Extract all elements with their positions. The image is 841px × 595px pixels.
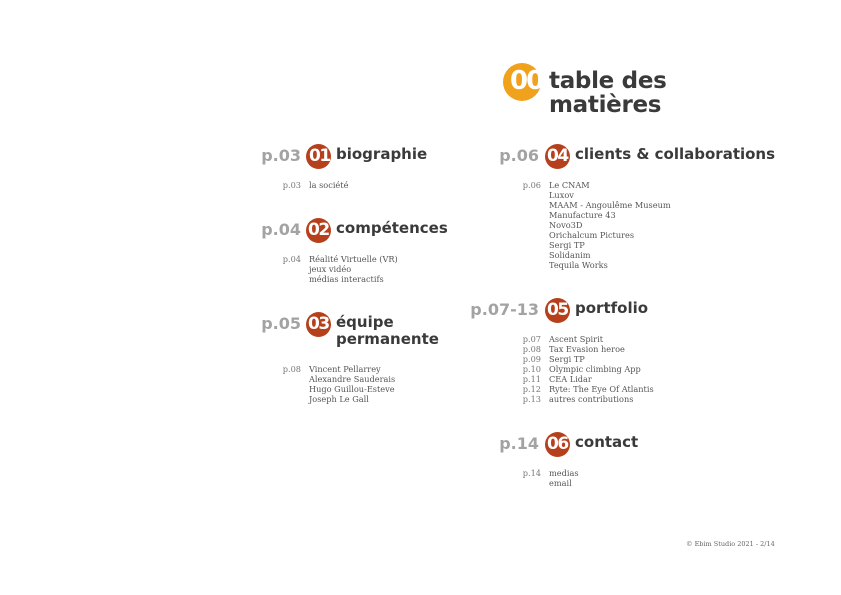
entry-label: Ryte: The Eye Of Atlantis xyxy=(549,384,654,394)
section-title xyxy=(336,314,439,348)
section-06-heading[interactable] xyxy=(470,432,790,458)
section-02-entries xyxy=(271,254,471,284)
page-title xyxy=(549,69,667,117)
section-title: clients & collaborations xyxy=(575,145,776,163)
section-title: compétences xyxy=(336,219,448,237)
section-03-heading[interactable] xyxy=(250,312,450,352)
entry-label: Alexandre Sauderais xyxy=(309,374,396,384)
entry-page: p.08 xyxy=(282,364,301,374)
list-item[interactable] xyxy=(511,394,711,404)
entry-label: medias xyxy=(549,468,579,478)
list-item[interactable] xyxy=(271,364,471,374)
entry-label: Solidanim xyxy=(549,250,591,260)
section-04-heading[interactable] xyxy=(470,144,790,170)
entry-label: Manufacture 43 xyxy=(549,210,616,220)
list-item[interactable] xyxy=(511,384,711,394)
section-05-heading[interactable] xyxy=(470,298,790,324)
section-page-ref: p.04 xyxy=(261,220,301,239)
section-01-heading[interactable] xyxy=(250,144,450,170)
list-item[interactable] xyxy=(511,200,711,210)
section-page-ref: p.14 xyxy=(499,434,539,453)
entry-label: Sergi TP xyxy=(549,354,585,364)
list-item[interactable] xyxy=(511,364,711,374)
entry-label: Tax Evasion heroe xyxy=(549,344,625,354)
list-item[interactable] xyxy=(511,220,711,230)
entry-page: p.08 xyxy=(522,344,541,354)
section-number: 01 xyxy=(309,146,330,166)
entry-label: Olympic climbing App xyxy=(549,364,641,374)
section-page-ref: p.06 xyxy=(499,146,539,165)
entry-page: p.03 xyxy=(282,180,301,190)
list-item[interactable] xyxy=(511,230,711,240)
section-number: 06 xyxy=(547,434,568,454)
entry-label: Novo3D xyxy=(549,220,583,230)
entry-label: la société xyxy=(309,180,349,190)
entry-page: p.09 xyxy=(522,354,541,364)
entry-label: Sergi TP xyxy=(549,240,585,250)
entry-label: jeux vidéo xyxy=(309,264,352,274)
entry-label: autres contributions xyxy=(549,394,634,404)
list-item[interactable] xyxy=(511,260,711,270)
list-item[interactable] xyxy=(271,384,471,394)
list-item[interactable] xyxy=(511,190,711,200)
entry-page: p.07 xyxy=(522,334,541,344)
entry-label: Orichalcum Pictures xyxy=(549,230,635,240)
entry-page: p.12 xyxy=(522,384,541,394)
entry-page: p.06 xyxy=(522,180,541,190)
list-item[interactable] xyxy=(271,254,471,264)
section-02-heading[interactable] xyxy=(250,218,450,244)
list-item[interactable] xyxy=(511,374,711,384)
section-04-entries xyxy=(511,180,711,270)
page-title-line2: matières xyxy=(549,92,662,118)
list-item[interactable] xyxy=(511,334,711,344)
entry-label: Tequila Works xyxy=(549,260,608,270)
entry-label: Joseph Le Gall xyxy=(309,394,369,404)
section-number: 05 xyxy=(547,300,568,320)
list-item[interactable] xyxy=(511,250,711,260)
footer-copyright: © Ebim Studio 2021 - 2/14 xyxy=(686,540,775,548)
list-item[interactable] xyxy=(511,180,711,190)
entry-label: Réalité Virtuelle (VR) xyxy=(309,254,398,264)
section-number: 03 xyxy=(308,314,329,334)
entry-label: Luxov xyxy=(549,190,574,200)
section-03-entries xyxy=(271,364,471,404)
list-item[interactable] xyxy=(271,180,471,190)
list-item[interactable] xyxy=(511,478,711,488)
entry-label: médias interactifs xyxy=(309,274,384,284)
section-06-entries xyxy=(511,468,711,488)
list-item[interactable] xyxy=(511,240,711,250)
section-05-entries xyxy=(511,334,711,404)
entry-label: email xyxy=(549,478,572,488)
list-item[interactable] xyxy=(271,374,471,384)
list-item[interactable] xyxy=(271,264,471,274)
entry-label: Le CNAM xyxy=(549,180,590,190)
section-title: portfolio xyxy=(575,299,649,317)
title-number: 00 xyxy=(510,66,543,96)
section-01-entries xyxy=(271,180,471,190)
list-item[interactable] xyxy=(511,468,711,478)
section-title-line2: permanente xyxy=(336,330,439,348)
list-item[interactable] xyxy=(511,354,711,364)
entry-page: p.10 xyxy=(522,364,541,374)
entry-label: CEA Lidar xyxy=(549,374,592,384)
list-item[interactable] xyxy=(511,210,711,220)
entry-label: MAAM - Angoulême Museum xyxy=(549,200,671,210)
entry-label: Hugo Guillou-Esteve xyxy=(309,384,395,394)
section-page-ref: p.07-13 xyxy=(470,300,539,319)
section-title: biographie xyxy=(336,145,428,163)
entry-page: p.14 xyxy=(522,468,541,478)
entry-page: p.04 xyxy=(282,254,301,264)
section-page-ref: p.05 xyxy=(261,314,301,333)
entry-label: Vincent Pellarrey xyxy=(309,364,381,374)
list-item[interactable] xyxy=(271,274,471,284)
section-page-ref: p.03 xyxy=(261,146,301,165)
entry-label: Ascent Spirit xyxy=(549,334,604,344)
list-item[interactable] xyxy=(511,344,711,354)
entry-page: p.11 xyxy=(522,374,541,384)
section-number: 04 xyxy=(547,146,568,166)
section-title-line1: équipe xyxy=(336,313,394,331)
section-number: 02 xyxy=(308,220,329,240)
entry-page: p.13 xyxy=(522,394,541,404)
list-item[interactable] xyxy=(271,394,471,404)
section-title: contact xyxy=(575,433,639,451)
page-title-line1: table des xyxy=(549,68,667,94)
